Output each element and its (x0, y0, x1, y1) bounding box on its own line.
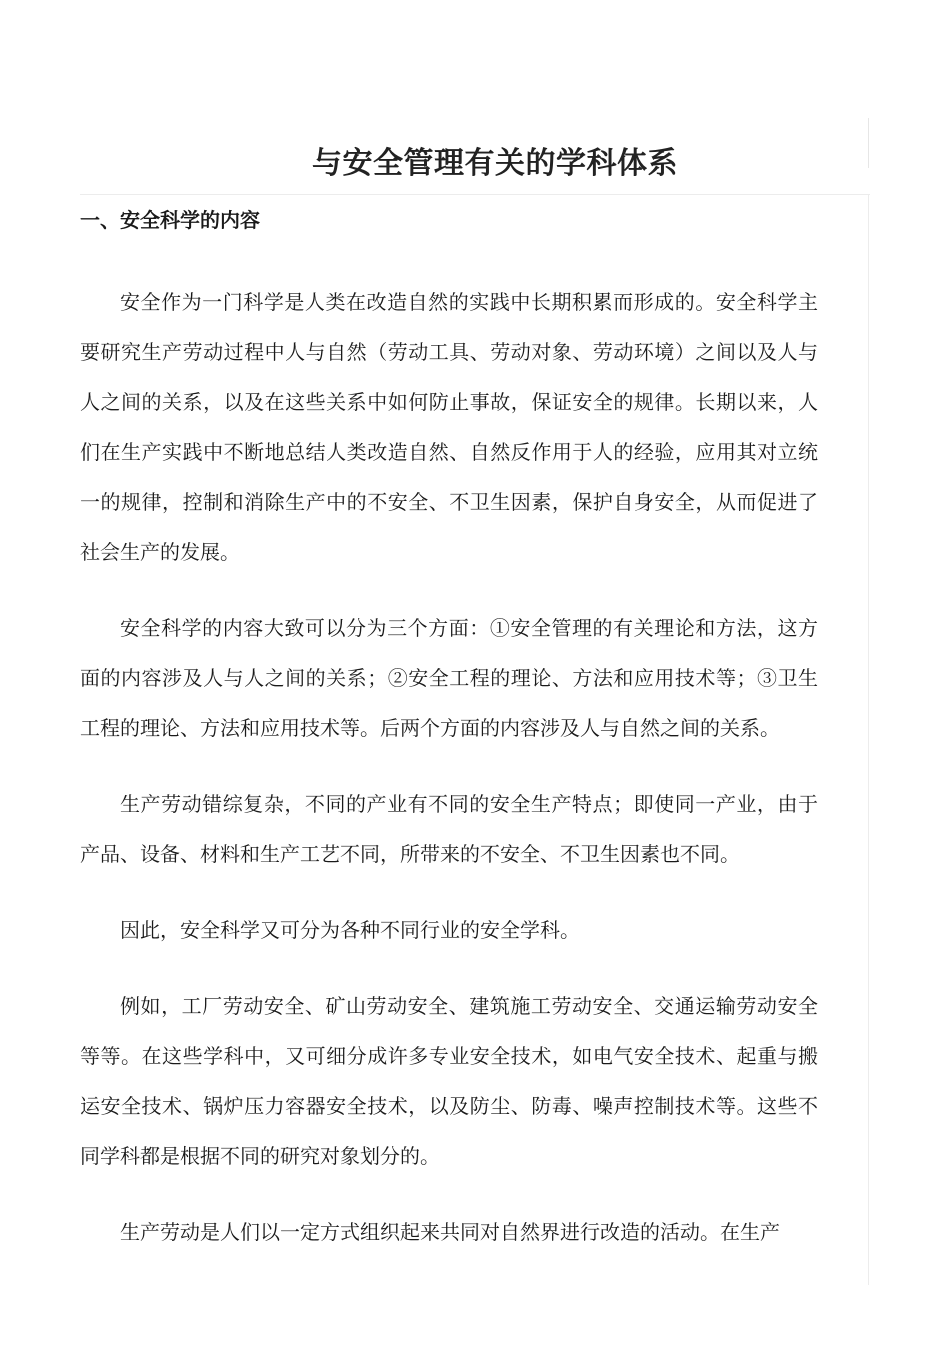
paragraph-2: 安全科学的内容大致可以分为三个方面：①安全管理的有关理论和方法，这方面的内容涉及人与人之间的关系；②安全工程的理论、方法和应用技术等；③卫生工程的理论、方法和应用技术等。后两个方面的内容涉及人与自然之间的关系。 (80, 616, 818, 740)
paragraph-4: 因此，安全科学又可分为各种不同行业的安全学科。 (120, 918, 580, 942)
section-heading: 一、安全科学的内容 (80, 208, 260, 232)
paragraph-1: 安全作为一门科学是人类在改造自然的实践中长期积累而形成的。安全科学主要研究生产劳动过程中人与自然（劳动工具、劳动对象、劳动环境）之间以及人与人之间的关系，以及在这些关系中如何防止事故，保证安全的规律。长期以来，人们在生产实践中不断地总结人类改造自然、自然反作用于人的经验，应用其对立统一的规律，控制和消除生产中的不安全、不卫生因素，保护自身安全，从而促进了社会生产的发展。 (80, 290, 818, 564)
document-body (80, 195, 818, 1283)
title-divider (868, 118, 869, 168)
paragraph-5: 例如，工厂劳动安全、矿山劳动安全、建筑施工劳动安全、交通运输劳动安全等等。在这些学科中，又可细分成许多专业安全技术，如电气安全技术、起重与搬运安全技术、锅炉压力容器安全技术，以及防尘、防毒、噪声控制技术等。这些不同学科都是根据不同的研究对象划分的。 (80, 994, 818, 1168)
paragraph-6: 生产劳动是人们以一定方式组织起来共同对自然界进行改造的活动。在生产 (120, 1220, 780, 1244)
page-title: 与安全管理有关的学科体系 (312, 146, 678, 182)
paragraph-3: 生产劳动错综复杂，不同的产业有不同的安全生产特点；即使同一产业，由于产品、设备、材料和生产工艺不同，所带来的不安全、不卫生因素也不同。 (80, 792, 818, 866)
margin-divider (868, 195, 869, 1285)
